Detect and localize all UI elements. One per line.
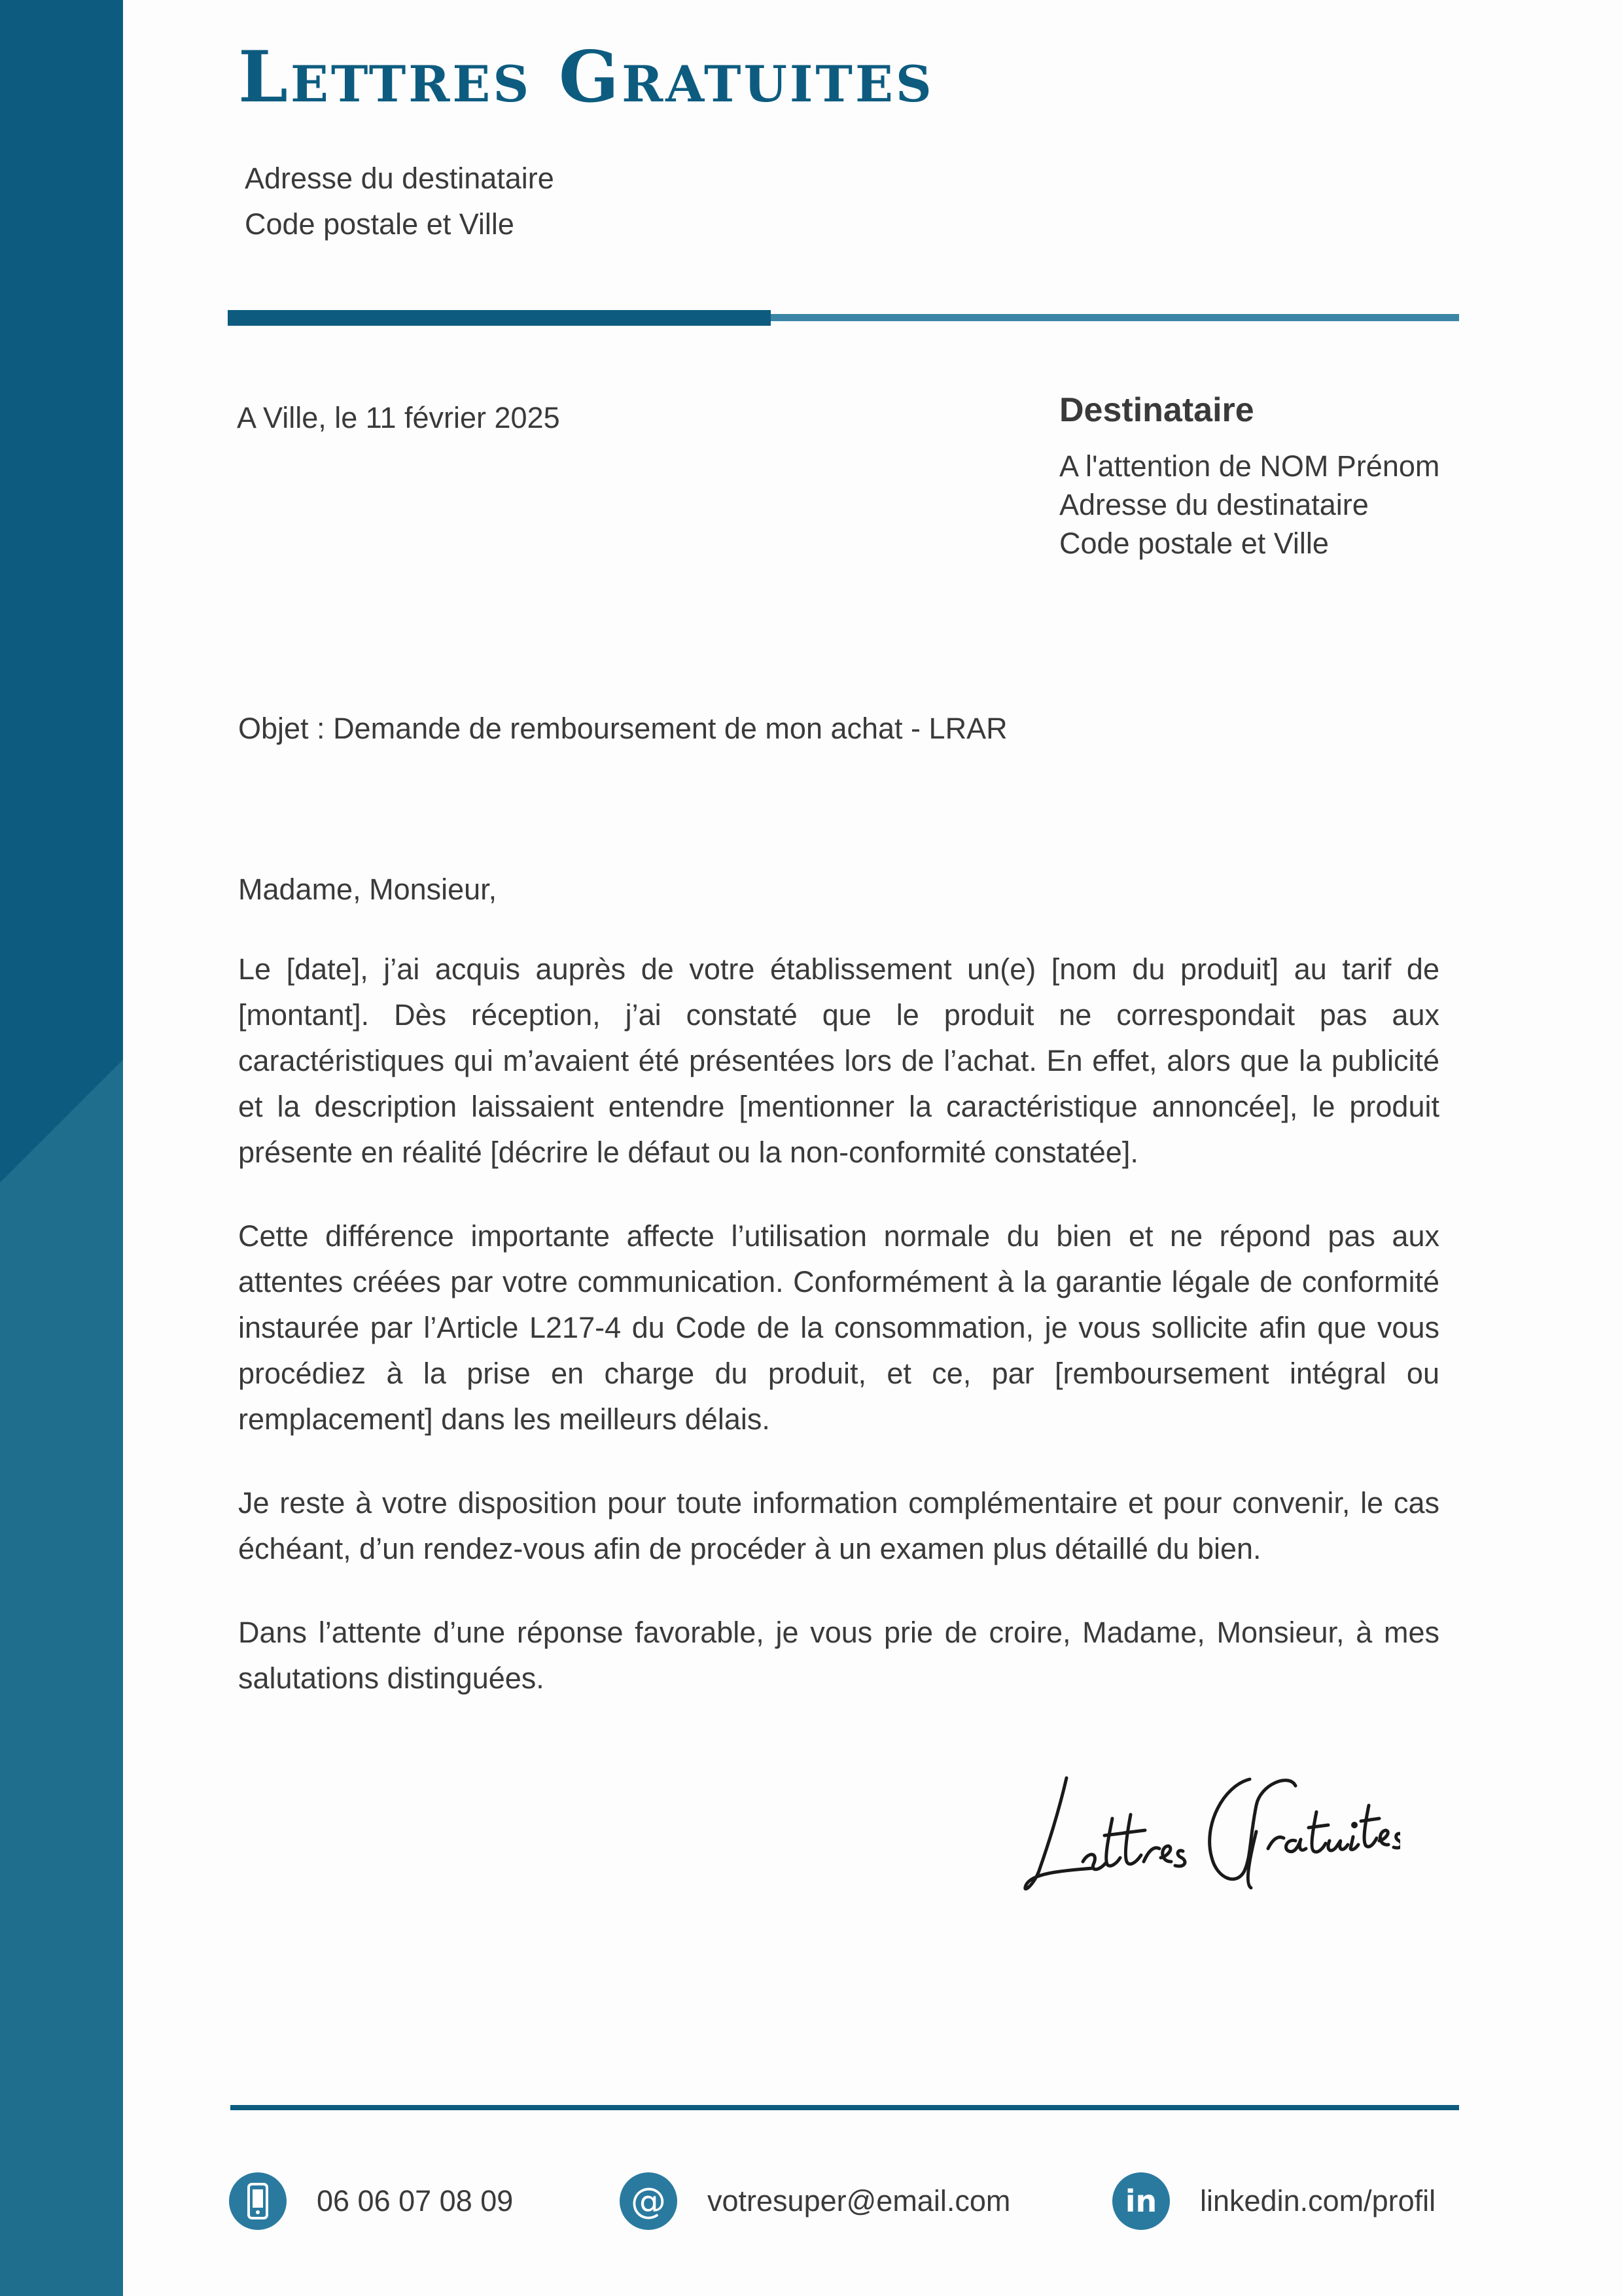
contact-linkedin-value: linkedin.com/profil bbox=[1200, 2184, 1436, 2218]
letter-paragraph: Dans l’attente d’une réponse favorable, je vous prie de croire, Madame, Monsieur, à mes salutations distinguées. bbox=[238, 1616, 1439, 1695]
recipient-city: Code postale et Ville bbox=[1059, 527, 1329, 560]
letter-subject: Objet : Demande de remboursement de mon achat - LRAR bbox=[238, 712, 1008, 745]
recipient-block bbox=[1059, 391, 1439, 563]
letter-body bbox=[238, 867, 1439, 1739]
header-rule-thick bbox=[228, 310, 771, 326]
letter-date: A Ville, le 11 février 2025 bbox=[237, 401, 560, 434]
phone-icon bbox=[229, 2172, 287, 2230]
linkedin-icon: in bbox=[1112, 2172, 1170, 2230]
recipient-address: Adresse du destinataire bbox=[1059, 488, 1369, 521]
recipient-title: Destinataire bbox=[1059, 391, 1254, 429]
decorative-sidebar bbox=[0, 0, 123, 2296]
footer-rule bbox=[230, 2105, 1459, 2110]
sender-block bbox=[245, 156, 554, 247]
contact-linkedin[interactable] bbox=[1112, 2172, 1436, 2231]
header-rule-thin bbox=[771, 314, 1459, 321]
sender-address: Adresse du destinataire bbox=[245, 162, 554, 195]
letter-paragraph: Cette différence importante affecte l’utilisation normale du bien et ne répond pas aux attentes créées par votre communication. Conformément à la garantie légale de conformité instaurée par l’Article L217-4 du Code de la consommation, je vous sollicite afin que vous procédiez à la prise en charge du produit, et ce, par [remboursement intégral ou remplacement] dans les meilleurs délais. bbox=[238, 1219, 1439, 1436]
contact-email[interactable] bbox=[620, 2172, 1010, 2231]
letter-paragraph: Le [date], j’ai acquis auprès de votre établissement un(e) [nom du produit] au tarif de [montant]. Dès réception, j’ai constaté que le produit ne correspondait pas aux caractéristiques qui m’avaient été présentées lors de l’achat. En effet, alors que la publicité et la description laissaient entendre [mentionner la caractéristique annoncée], le produit présente en réalité [décrire le défaut ou la non-conformité constatée]. bbox=[238, 952, 1439, 1169]
letter-paragraph: Je reste à votre disposition pour toute information complémentaire et pour convenir, le cas échéant, d’un rendez-vous afin de procéder à un examen plus détaillé du bien. bbox=[238, 1486, 1439, 1565]
recipient-attention: A l'attention de NOM Prénom bbox=[1059, 449, 1440, 483]
signature-drawing bbox=[1021, 1733, 1400, 1904]
contact-phone-value: 06 06 07 08 09 bbox=[317, 2184, 514, 2218]
at-icon: @ bbox=[620, 2172, 677, 2230]
contact-email-value: votresuper@email.com bbox=[707, 2184, 1011, 2218]
brand-title: Lettres Gratuites bbox=[238, 36, 934, 118]
contact-phone[interactable] bbox=[229, 2172, 513, 2231]
letter-salutation: Madame, Monsieur, bbox=[238, 873, 497, 906]
sidebar-shape bbox=[0, 0, 123, 2296]
handwritten-signature bbox=[1021, 1733, 1400, 1907]
sender-city: Code postale et Ville bbox=[245, 207, 514, 241]
